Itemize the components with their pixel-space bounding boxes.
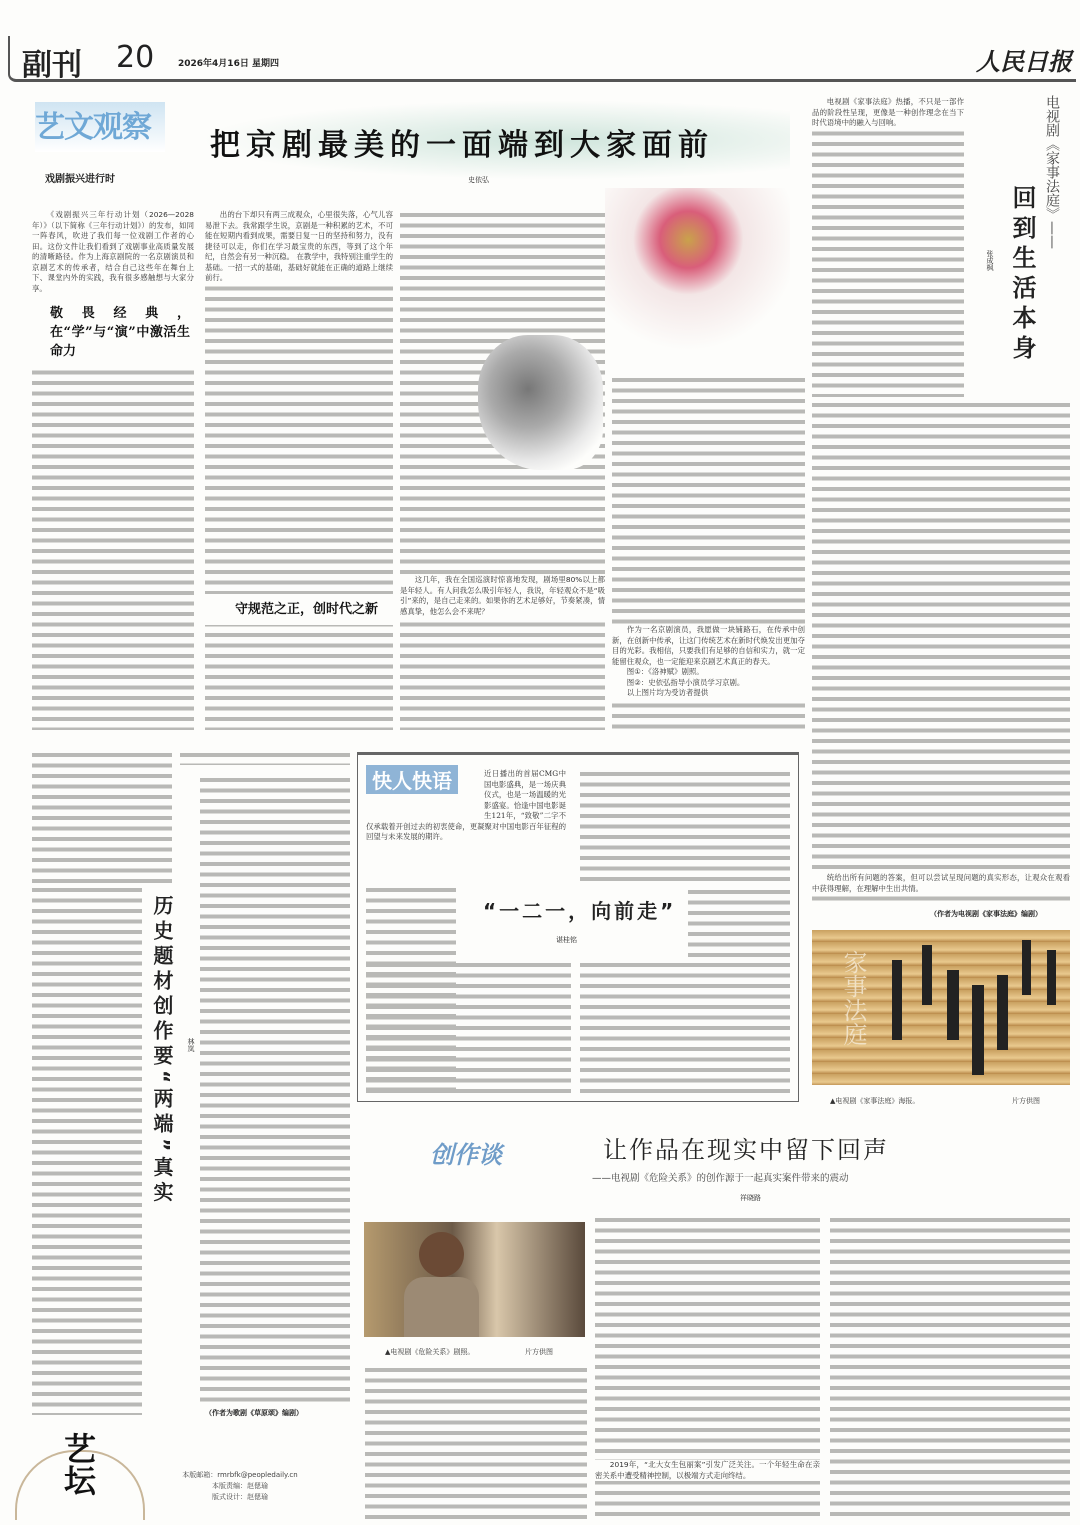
column-label: 艺文观察 bbox=[35, 102, 165, 152]
byline: 史依弘 bbox=[468, 176, 489, 184]
article-column bbox=[830, 1215, 1070, 1520]
opera-photo bbox=[605, 188, 790, 360]
article-column bbox=[688, 887, 790, 962]
photo-caption: ▲电视剧《危险关系》剧照。 bbox=[385, 1348, 475, 1356]
author-note: （作者为电视剧《家事法庭》编剧） bbox=[930, 910, 1042, 918]
article-column bbox=[366, 960, 571, 1095]
article-column: 出的台下却只有两三成观众，心里很失落，心气儿容易泄下去。我常跟学生说，京剧是一种积累的艺术，不可能在短期内看到成果，需要日复一日的坚持和努力，没有捷径可以走，你们在学习最宝贵的东西，等到了这个年纪，自然会有另一种沉稳。 在教学中，我特别注重学生的基础。一招一式的基础，基础好就能在正确的道路上继续前行。 守规范之正，创时代之新 bbox=[205, 210, 393, 730]
arts-forum-logo: 艺坛 bbox=[10, 1430, 150, 1520]
subtitle: ——电视剧《危险关系》的创作源于一起真实案件带来的震动 bbox=[592, 1173, 849, 1184]
column-label: 快人快语 bbox=[366, 765, 458, 794]
byline: 林岚 bbox=[187, 1038, 195, 1052]
author-note: （作者为歌剧《草原颂》编剧） bbox=[205, 1409, 303, 1417]
commentary-box bbox=[357, 752, 799, 1102]
article-column bbox=[32, 885, 142, 1415]
byline: 谌桂铭 bbox=[556, 936, 577, 944]
article-column: 电视剧《家事法庭》热播，不只是一部作品的阶段性呈现，更像是一种创作理念在当下时代语境中的融入与回响。 bbox=[812, 97, 964, 397]
article-column bbox=[32, 750, 172, 885]
byline: 祥晓路 bbox=[740, 1194, 761, 1202]
article-column bbox=[365, 1365, 587, 1520]
article-column: 这几年，我在全国巡演时惊喜地发现，剧场里80%以上都是年轻人。有人问我怎么吸引年轻人，我说，年轻观众不是“吸引”来的，是自己走来的。如果你的艺术足够好，节奏紧凑，情感真挚，他怎么会不来呢？ bbox=[400, 210, 605, 730]
photo-caption: 图①：《洛神赋》剧照。 bbox=[626, 667, 704, 676]
subheading: 敬畏经典，在“学”与“演”中激活生命力 bbox=[32, 294, 194, 367]
column-label: 创作谈 bbox=[430, 1141, 502, 1169]
article-column bbox=[180, 750, 350, 765]
headline: 历史题材创作要“两端”真实 bbox=[150, 895, 174, 1207]
photo-credit: 片方供图 bbox=[525, 1348, 553, 1356]
photo-caption: 以上图片均为受访者提供 bbox=[626, 688, 709, 697]
editor-email: 本版邮箱：rmrbfk@peopledaily.cn bbox=[182, 1471, 298, 1479]
byline: 张成枫 bbox=[986, 250, 994, 271]
editor-info bbox=[165, 1470, 315, 1503]
article-lead-text: 近日播出的首届CMG中国电影盛典，是一场庆典仪式，也是一场温暖的光影盛宴。恰逢中国电影诞生121年，“致敬”二字不仅承载着开创过去的初衷使命，更凝聚对中国电影百年征程的回望与未来发展的期许。 bbox=[366, 769, 566, 841]
article-column bbox=[580, 960, 790, 1095]
teaching-photo bbox=[478, 335, 603, 470]
article-column: 《戏剧振兴三年行动计划（2026—2028年）》（以下简称《三年行动计划》）的发布，如同一阵春风，吹进了我们每一位戏剧工作者的心田。这份文件让我们看到了戏剧事业高质量发展的清晰路径。作为上海京剧院的一名京剧演员和京剧艺术的传承者，结合自己这些年在舞台上下、课堂内外的实践，我有很多感触想与大家分享。 敬畏经典，在“学”与“演”中激活生命力 bbox=[32, 210, 194, 730]
masthead-logo: 人民日报 bbox=[976, 47, 1072, 76]
headline: 让作品在现实中留下回声 bbox=[603, 1136, 889, 1164]
page-number: 20 bbox=[116, 40, 155, 75]
headline: 回到生活本身 bbox=[1008, 185, 1036, 365]
subheading: 守规范之正，创时代之新 bbox=[205, 594, 393, 625]
designer-name: 版式设计：赵偲瑜 bbox=[212, 1493, 268, 1501]
drama-poster: 家事法庭 bbox=[812, 930, 1070, 1085]
page-header bbox=[8, 36, 1076, 82]
drama-still-photo bbox=[364, 1222, 585, 1337]
article-column bbox=[200, 775, 350, 1403]
editor-name: 本版责编：赵偲瑜 bbox=[212, 1482, 268, 1490]
kicker: 电视剧《家事法庭》—— bbox=[1044, 95, 1060, 249]
article-column bbox=[580, 769, 790, 887]
section-name: 副刊 bbox=[22, 48, 82, 83]
article-column: 统给出所有问题的答案，但可以尝试呈现问题的真实形态，让观众在观看中获得理解，在理解中生出共情。 bbox=[812, 400, 1070, 905]
photo-credit: 片方供图 bbox=[1012, 1097, 1040, 1105]
photo-caption: ▲电视剧《家事法庭》海报。 bbox=[830, 1097, 920, 1105]
photo-caption: 图②：史依弘指导小演员学习京剧。 bbox=[626, 677, 745, 687]
headline: 把京剧最美的一面端到大家面前 bbox=[210, 128, 714, 163]
article-column: 作为一名京剧演员，我愿做一块铺路石，在传承中创新，在创新中传承，让这门传统艺术在新时代焕发出更加夺目的光彩。我相信，只要我们有足够的自信和实力，就一定能留住观众，也一定能迎来京剧艺术真正的春天。 图①：《洛神赋》剧照。 图②：史依弘指导小演员学习京剧。 以上图片均为受访者提供 bbox=[612, 375, 805, 730]
column-subtitle: 戏剧振兴进行时 bbox=[45, 174, 115, 185]
headline: “一二一，向前走” bbox=[483, 895, 676, 924]
issue-date: 2026年4月16日 星期四 bbox=[178, 59, 279, 69]
article-column: 2019年，“北大女生包丽案”引发广泛关注。一个年轻生命在亲密关系中遭受精神控制，以极端方式走向终结。 bbox=[595, 1215, 820, 1520]
